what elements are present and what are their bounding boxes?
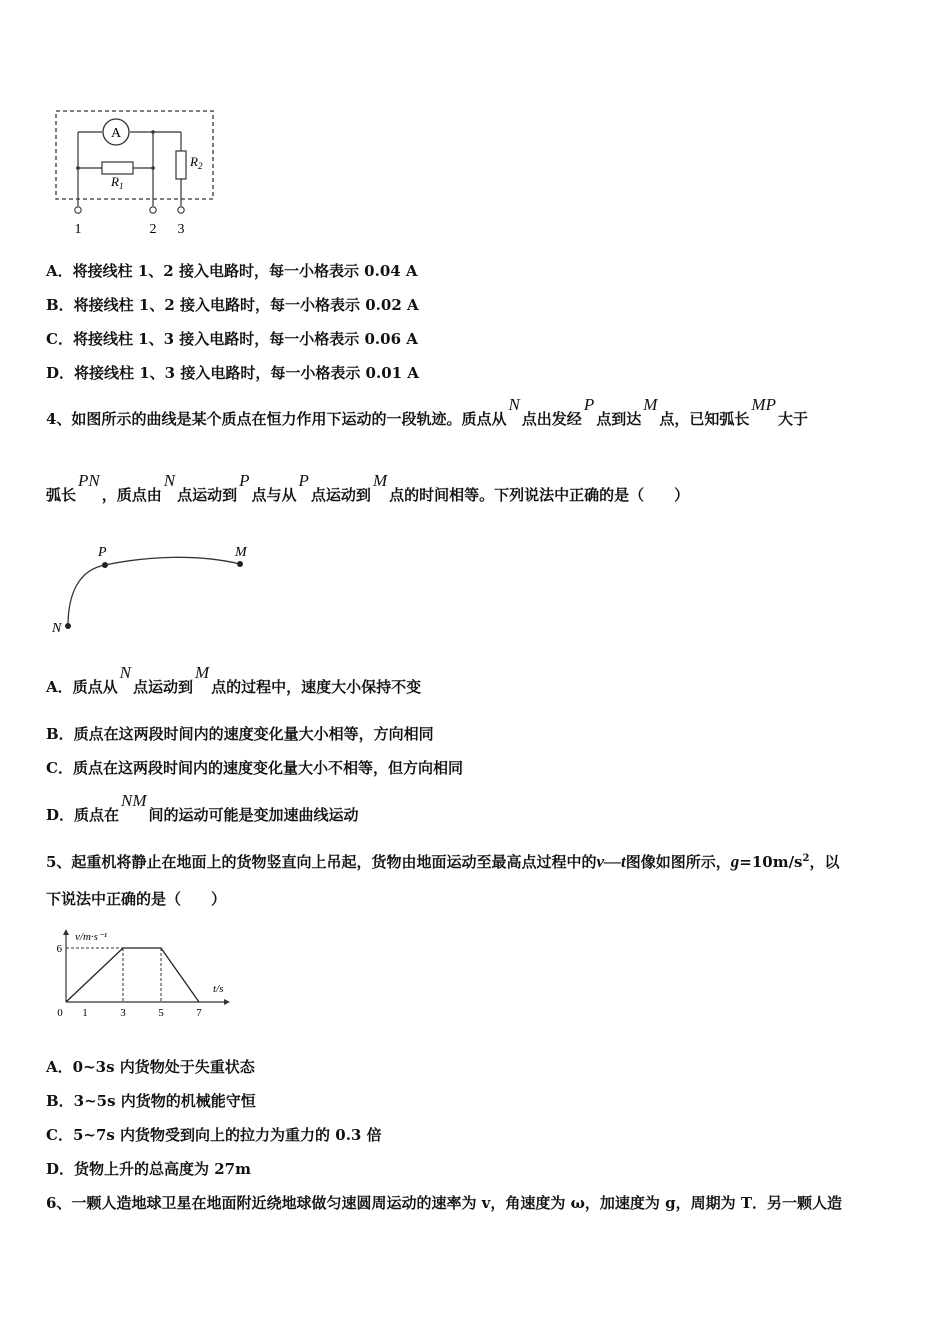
point-m bbox=[237, 561, 243, 567]
y-tick-label: 6 bbox=[56, 943, 62, 955]
terminal-1 bbox=[75, 207, 81, 213]
q5-stem-line-1: 5、起重机将静止在地面上的货物竖直向上吊起，货物由地面运动至最高点过程中的v—t图像如图所示，$g=10m/s^2$，以 bbox=[46, 852, 840, 871]
terminal-2-label: 2 bbox=[149, 222, 157, 237]
point-n bbox=[65, 623, 71, 629]
x-tick-label: 3 bbox=[120, 1007, 126, 1019]
x-axis-arrow-icon bbox=[224, 999, 230, 1005]
q4-option-b: B．质点在这两段时间内的速度变化量大小相等，方向相同 bbox=[46, 725, 434, 743]
terminal-3 bbox=[178, 207, 184, 213]
q4-option-d: D．质点在NM间的运动可能是变加速曲线运动 bbox=[46, 791, 359, 824]
q3-option-c: C．将接线柱 1、3 接入电路时，每一小格表示 0.06 A bbox=[46, 330, 418, 348]
r1-label: $R_1$ bbox=[111, 174, 124, 191]
var-n: N bbox=[508, 395, 520, 414]
x-tick-label: 1 bbox=[82, 1007, 88, 1019]
x-tick-label: 5 bbox=[158, 1007, 164, 1019]
y-axis-label: v/m·s⁻¹ bbox=[75, 931, 108, 943]
q5-stem-line-2: 下说法中正确的是（ ） bbox=[46, 890, 227, 908]
terminal-1-label: 1 bbox=[74, 222, 82, 237]
q5-option-a: A．0~3s 内货物处于失重状态 bbox=[46, 1058, 255, 1076]
q6-stem-line-1: 6、一颗人造地球卫星在地面附近绕地球做匀速圆周运动的速率为 v，角速度为 ω，加速度为 g，周期为 T．另一颗人造 bbox=[46, 1194, 842, 1212]
q5-option-b: B．3~5s 内货物的机械能守恒 bbox=[46, 1092, 256, 1110]
ammeter-label: A bbox=[110, 126, 122, 141]
q4-option-a: A．质点从N点运动到M点的过程中，速度大小保持不变 bbox=[46, 663, 422, 696]
trajectory-curve bbox=[68, 557, 240, 626]
x-tick-label: 7 bbox=[196, 1007, 202, 1019]
q3-option-a: A．将接线柱 1、2 接入电路时，每一小格表示 0.04 A bbox=[46, 262, 418, 280]
point-p bbox=[102, 562, 108, 568]
q4-stem-line-2: 弧长PN，质点由N点运动到P点与从P点运动到M点的时间相等。下列说法中正确的是（ ） bbox=[46, 471, 690, 504]
q4-stem-line-1: 4、如图所示的曲线是某个质点在恒力作用下运动的一段轨迹。质点从N点出发经P点到达M点，已知弧长MP大于 bbox=[46, 395, 808, 428]
var-p: P bbox=[583, 395, 595, 414]
x-tick-label: 0 bbox=[57, 1007, 63, 1019]
circuit-diagram bbox=[52, 106, 222, 240]
x-axis-label: t/s bbox=[213, 983, 224, 995]
var-mp: MP bbox=[751, 395, 776, 414]
label-p: P bbox=[98, 545, 107, 560]
q5-option-d: D．货物上升的总高度为 27m bbox=[46, 1160, 251, 1178]
terminal-3-label: 3 bbox=[177, 222, 185, 237]
label-n: N bbox=[52, 621, 62, 636]
q5-option-c: C．5~7s 内货物受到向上的拉力为重力的 0.3 倍 bbox=[46, 1126, 382, 1144]
label-m: M bbox=[235, 545, 247, 560]
y-axis-arrow-icon bbox=[63, 929, 69, 935]
var-nm: NM bbox=[121, 791, 147, 810]
resistor-r1 bbox=[102, 162, 133, 174]
q4-option-c: C．质点在这两段时间内的速度变化量大小不相等，但方向相同 bbox=[46, 759, 463, 777]
vt-chart bbox=[48, 926, 248, 1020]
q3-option-b: B．将接线柱 1、2 接入电路时，每一小格表示 0.02 A bbox=[46, 296, 419, 314]
r2-label: $R_2$ bbox=[190, 154, 203, 171]
var-m: M bbox=[643, 395, 658, 414]
resistor-r2 bbox=[176, 151, 186, 179]
terminal-2 bbox=[150, 207, 156, 213]
q3-option-d: D．将接线柱 1、3 接入电路时，每一小格表示 0.01 A bbox=[46, 364, 419, 382]
var-pn: PN bbox=[78, 471, 100, 490]
trajectory-figure bbox=[48, 540, 258, 636]
series-line bbox=[66, 948, 199, 1002]
